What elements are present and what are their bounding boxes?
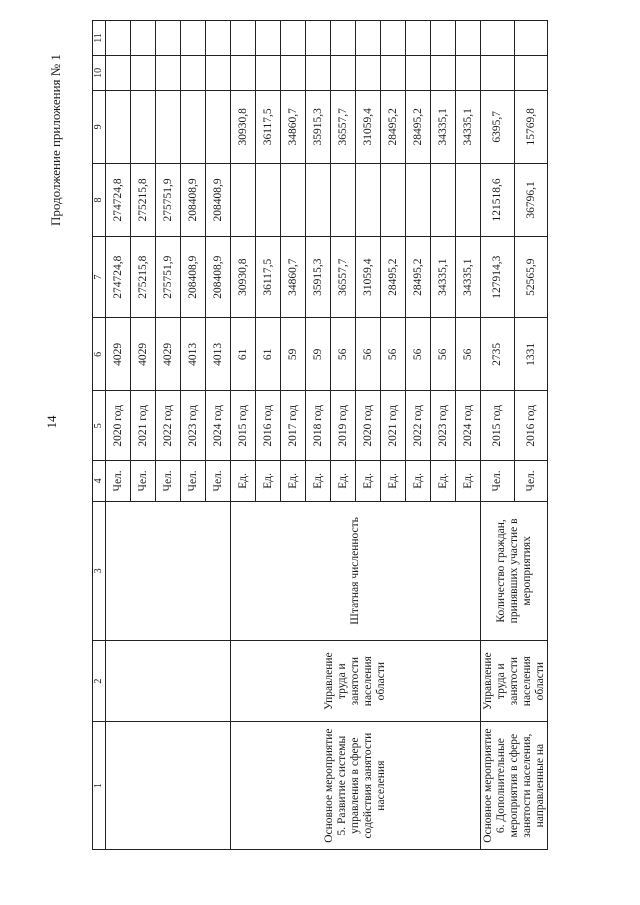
cell-value: 4029 [131,318,156,391]
cell-value: 36117,5 [256,90,281,163]
program-table [92,20,548,850]
cell-value: 30930,8 [231,237,256,318]
cell-value [256,163,281,236]
cell-value [131,90,156,163]
cell-unit: Ед. [306,461,331,502]
cell-value [431,21,456,56]
cell-value: 208408,9 [206,163,231,236]
cell-value: 274724,8 [106,163,131,236]
cell-value [381,55,406,90]
cell-year: 2021 год [381,391,406,461]
measure-title: Основное мероприятие 5. Развитие системы управления в сфере содействия занятости населения [231,722,481,850]
cell-value: 61 [231,318,256,391]
cell-value [381,21,406,56]
cell-unit: Ед. [281,461,306,502]
cell-value [156,21,181,56]
cell-value: 34335,1 [431,90,456,163]
cell-value: 36557,7 [331,90,356,163]
cell-value [231,55,256,90]
cell-value [331,163,356,236]
col-number: 3 [93,501,106,640]
cell-value: 56 [456,318,481,391]
indicator-name: Количество граждан, принявших участие в мероприятиях [481,501,548,640]
cell-value: 4013 [181,318,206,391]
cell-value: 34335,1 [431,237,456,318]
running-title: Продолжение приложения № 1 [48,54,63,226]
cell-unit: Чел. [481,461,515,502]
cell-value [431,55,456,90]
cell-value [206,90,231,163]
cell-unit: Чел. [106,461,131,502]
cell-value: 275215,8 [131,163,156,236]
cell-empty [106,722,231,850]
cell-value: 56 [331,318,356,391]
cell-value: 208408,9 [206,237,231,318]
cell-value: 28495,2 [381,90,406,163]
cell-value: 35915,3 [306,237,331,318]
cell-value: 2735 [481,318,515,391]
cell-value: 208408,9 [181,163,206,236]
cell-value [331,21,356,56]
cell-unit: Чел. [206,461,231,502]
cell-unit: Ед. [406,461,431,502]
cell-value: 28495,2 [381,237,406,318]
rotated-table-container [92,20,592,850]
col-number: 1 [93,722,106,850]
cell-year: 2022 год [406,391,431,461]
cell-year: 2024 год [456,391,481,461]
cell-value: 275215,8 [131,237,156,318]
cell-value [181,21,206,56]
cell-value: 275751,9 [156,237,181,318]
cell-value [456,55,481,90]
cell-value [156,55,181,90]
cell-value [106,90,131,163]
cell-value [406,21,431,56]
cell-empty [106,501,231,640]
cell-value [431,163,456,236]
col-number: 4 [93,461,106,502]
cell-value [281,21,306,56]
cell-value: 52565,9 [514,237,548,318]
cell-unit: Чел. [514,461,548,502]
cell-year: 2015 год [231,391,256,461]
col-number: 11 [93,21,106,56]
measure-title: Основное мероприятие 6. Дополнительные мероприятия в сфере занятости населения, направленные на [481,722,548,850]
cell-year: 2016 год [514,391,548,461]
cell-value [356,55,381,90]
cell-value [514,55,548,90]
table-row [231,21,256,850]
cell-value [356,21,381,56]
cell-year: 2020 год [356,391,381,461]
cell-value: 30930,8 [231,90,256,163]
cell-value [106,21,131,56]
cell-value: 56 [356,318,381,391]
indicator-name: Штатная численность [231,501,481,640]
cell-value: 4013 [206,318,231,391]
cell-value [231,163,256,236]
cell-value: 121518,6 [481,163,515,236]
cell-unit: Ед. [431,461,456,502]
cell-value: 4029 [106,318,131,391]
cell-value: 274724,8 [106,237,131,318]
cell-value: 36796,1 [514,163,548,236]
cell-value [331,55,356,90]
cell-value: 34860,7 [281,90,306,163]
cell-unit: Чел. [181,461,206,502]
cell-value [456,21,481,56]
cell-value [181,55,206,90]
cell-value: 31059,4 [356,237,381,318]
cell-value: 1331 [514,318,548,391]
cell-unit: Чел. [131,461,156,502]
cell-unit: Чел. [156,461,181,502]
cell-unit: Ед. [456,461,481,502]
cell-value [306,163,331,236]
cell-year: 2023 год [431,391,456,461]
cell-value [256,21,281,56]
col-number: 9 [93,90,106,163]
cell-value: 127914,3 [481,237,515,318]
cell-year: 2022 год [156,391,181,461]
cell-value: 208408,9 [181,237,206,318]
cell-unit: Ед. [331,461,356,502]
table-row [106,21,131,850]
cell-value [356,163,381,236]
cell-unit: Ед. [231,461,256,502]
cell-value [281,163,306,236]
cell-value: 36117,5 [256,237,281,318]
col-number: 2 [93,641,106,722]
col-number: 6 [93,318,106,391]
cell-value: 35915,3 [306,90,331,163]
cell-value [231,21,256,56]
cell-value: 28495,2 [406,237,431,318]
cell-value [456,163,481,236]
page-number: 14 [44,415,59,429]
cell-value [306,21,331,56]
cell-value [281,55,306,90]
cell-value [514,21,548,56]
cell-empty [106,641,231,722]
cell-value [156,90,181,163]
cell-value: 36557,7 [331,237,356,318]
cell-year: 2020 год [106,391,131,461]
cell-value: 34335,1 [456,90,481,163]
cell-value [306,55,331,90]
cell-value: 59 [281,318,306,391]
col-number: 7 [93,237,106,318]
cell-value: 34860,7 [281,237,306,318]
cell-unit: Ед. [356,461,381,502]
cell-value: 61 [256,318,281,391]
cell-value: 59 [306,318,331,391]
cell-value: 275751,9 [156,163,181,236]
cell-unit: Ед. [381,461,406,502]
cell-value: 31059,4 [356,90,381,163]
cell-value [206,21,231,56]
cell-year: 2024 год [206,391,231,461]
cell-value: 34335,1 [456,237,481,318]
cell-year: 2023 год [181,391,206,461]
column-number-row [93,21,106,850]
col-number: 8 [93,163,106,236]
cell-value [406,163,431,236]
cell-unit: Ед. [256,461,281,502]
cell-value [131,21,156,56]
col-number: 10 [93,55,106,90]
cell-year: 2021 год [131,391,156,461]
responsible-executor: Управление труда и занятости населения области [481,641,548,722]
cell-value [381,163,406,236]
cell-year: 2019 год [331,391,356,461]
col-number: 5 [93,391,106,461]
cell-value [131,55,156,90]
responsible-executor: Управление труда и занятости населения области [231,641,481,722]
cell-value [481,55,515,90]
cell-value [481,21,515,56]
cell-value [106,55,131,90]
cell-value: 56 [431,318,456,391]
cell-year: 2016 год [256,391,281,461]
cell-value [406,55,431,90]
cell-value: 28495,2 [406,90,431,163]
cell-value: 6395,7 [481,90,515,163]
cell-year: 2017 год [281,391,306,461]
cell-year: 2015 год [481,391,515,461]
cell-value [206,55,231,90]
cell-year: 2018 год [306,391,331,461]
cell-value: 15769,8 [514,90,548,163]
cell-value: 4029 [156,318,181,391]
cell-value [181,90,206,163]
table-row [481,21,515,850]
cell-value: 56 [406,318,431,391]
cell-value: 56 [381,318,406,391]
cell-value [256,55,281,90]
